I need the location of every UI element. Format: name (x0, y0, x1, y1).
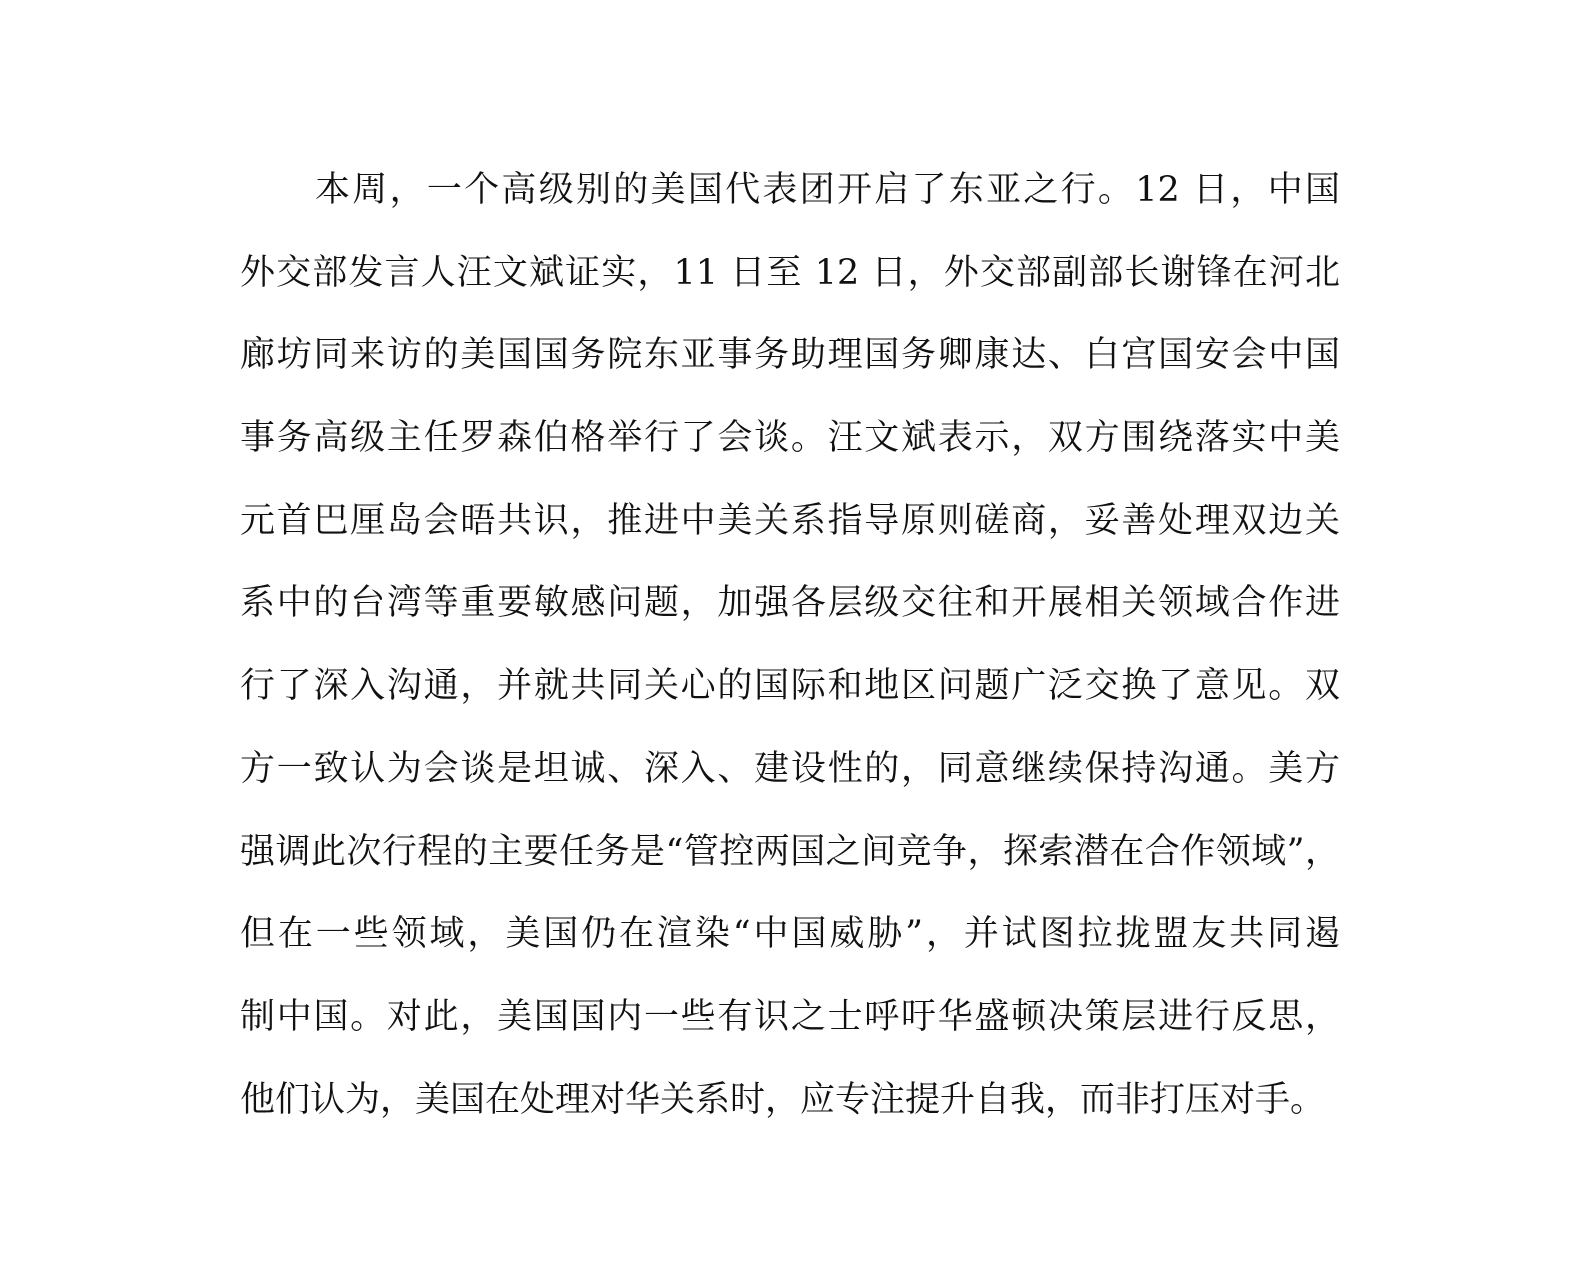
paragraph-line-1: 本周，一个高级别的美国代表团开启了东亚之行。12 日，中国 (315, 170, 1340, 210)
paragraph-line-5: 元首巴厘岛会晤共识，推进中美关系指导原则磋商，妥善处理双边关 (240, 500, 1340, 541)
paragraph-line-10: 但在一些领域，美国仍在渲染“中国威胁”，并试图拉拢盟友共同遏 (240, 914, 1340, 955)
body-paragraph (240, 149, 1340, 1141)
paragraph-line-12: 他们认为，美国在处理对华关系时，应专注提升自我，而非打压对手。 (240, 1079, 1326, 1120)
paragraph-line-9: 强调此次行程的主要任务是“管控两国之间竞争，探索潜在合作领域”， (240, 831, 1340, 872)
paragraph-line-4: 事务高级主任罗森伯格举行了会谈。汪文斌表示，双方围绕落实中美 (240, 418, 1340, 459)
paragraph-line-3: 廊坊同来访的美国国务院东亚事务助理国务卿康达、白宫国安会中国 (240, 335, 1340, 376)
paragraph-line-8: 方一致认为会谈是坦诚、深入、建设性的，同意继续保持沟通。美方 (240, 748, 1340, 789)
paragraph-line-6: 系中的台湾等重要敏感问题，加强各层级交往和开展相关领域合作进 (240, 583, 1340, 624)
paragraph-line-11: 制中国。对此，美国国内一些有识之士呼吁华盛顿决策层进行反思， (240, 996, 1340, 1037)
paragraph-line-2: 外交部发言人汪文斌证实，11 日至 12 日，外交部副部长谢锋在河北 (240, 252, 1340, 293)
paragraph-line-7: 行了深入沟通，并就共同关心的国际和地区问题广泛交换了意见。双 (240, 666, 1340, 707)
